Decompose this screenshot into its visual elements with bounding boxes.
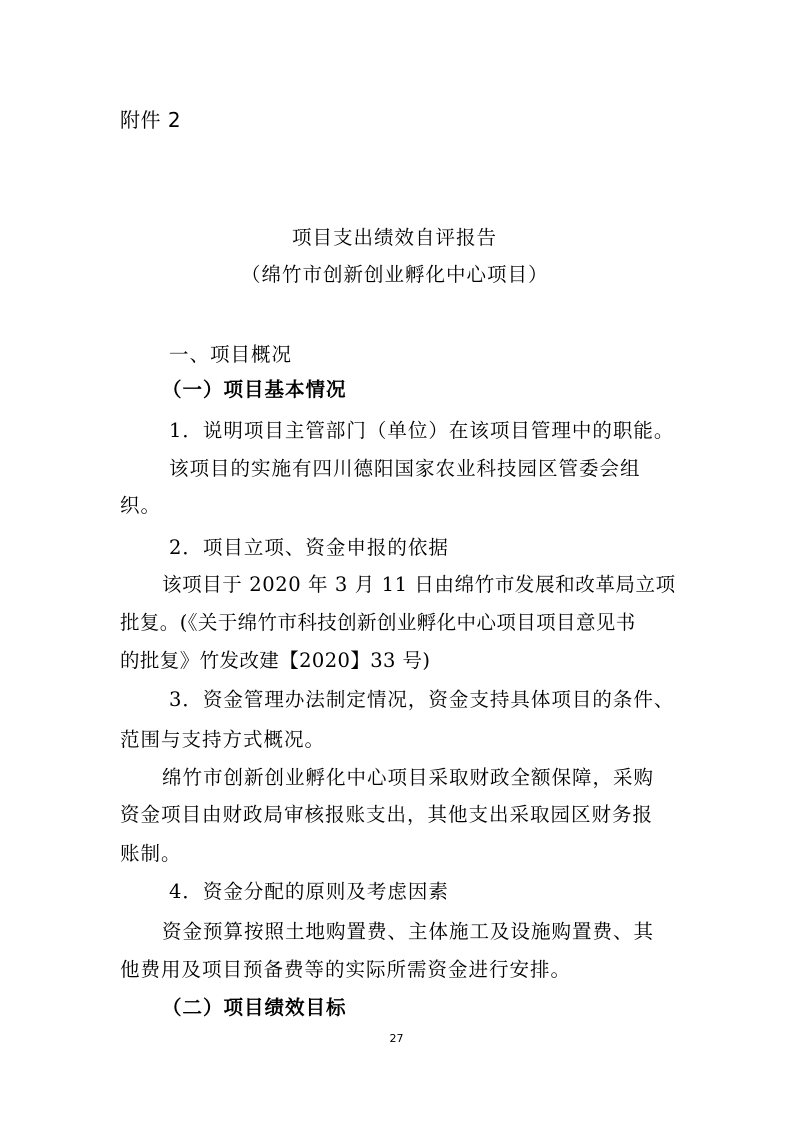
report-title: 项目支出绩效自评报告 bbox=[292, 226, 498, 249]
item2-body-line1: 该项目于 2020 年 3 月 11 日由绵竹市发展和改革局立项 bbox=[162, 573, 676, 596]
item2-body-line3: 的批复》竹发改建【2020】33 号) bbox=[120, 649, 431, 672]
item4-title: 4．资金分配的原则及考虑因素 bbox=[169, 880, 449, 903]
subsection-heading-basic-info: （一）项目基本情况 bbox=[162, 378, 347, 401]
item1-body-line1: 该项目的实施有四川德阳国家农业科技园区管委会组 bbox=[169, 457, 641, 480]
item3-body-line1: 绵竹市创新创业孵化中心项目采取财政全额保障，采购 bbox=[162, 766, 655, 789]
subsection-heading-performance-goals: （二）项目绩效目标 bbox=[162, 996, 347, 1019]
item3-body-line3: 账制。 bbox=[120, 842, 182, 865]
item2-body-line2: 批复。(《关于绵竹市科技创新创业孵化中心项目项目意见书 bbox=[120, 611, 636, 634]
attachment-label: 附件 2 bbox=[120, 108, 182, 132]
section-heading-project-overview: 一、项目概况 bbox=[169, 343, 293, 366]
item3-body-line2: 资金项目由财政局审核报账支出，其他支出采取园区财务报 bbox=[120, 803, 654, 826]
item4-body-line1: 资金预算按照土地购置费、主体施工及设施购置费、其 bbox=[162, 920, 655, 943]
item3-title-line1: 3．资金管理办法制定情况，资金支持具体项目的条件、 bbox=[169, 688, 675, 711]
report-subtitle: （绵竹市创新创业孵化中心项目） bbox=[241, 263, 549, 286]
item1-title: 1．说明项目主管部门（单位）在该项目管理中的职能。 bbox=[169, 419, 675, 442]
page-number: 27 bbox=[389, 1032, 404, 1045]
item3-title-line2: 范围与支持方式概况。 bbox=[120, 728, 326, 751]
item4-body-line2: 他费用及项目预备费等的实际所需资金进行安排。 bbox=[120, 958, 572, 981]
item2-title: 2．项目立项、资金申报的依据 bbox=[169, 536, 449, 559]
item1-body-line2: 织。 bbox=[120, 494, 162, 517]
